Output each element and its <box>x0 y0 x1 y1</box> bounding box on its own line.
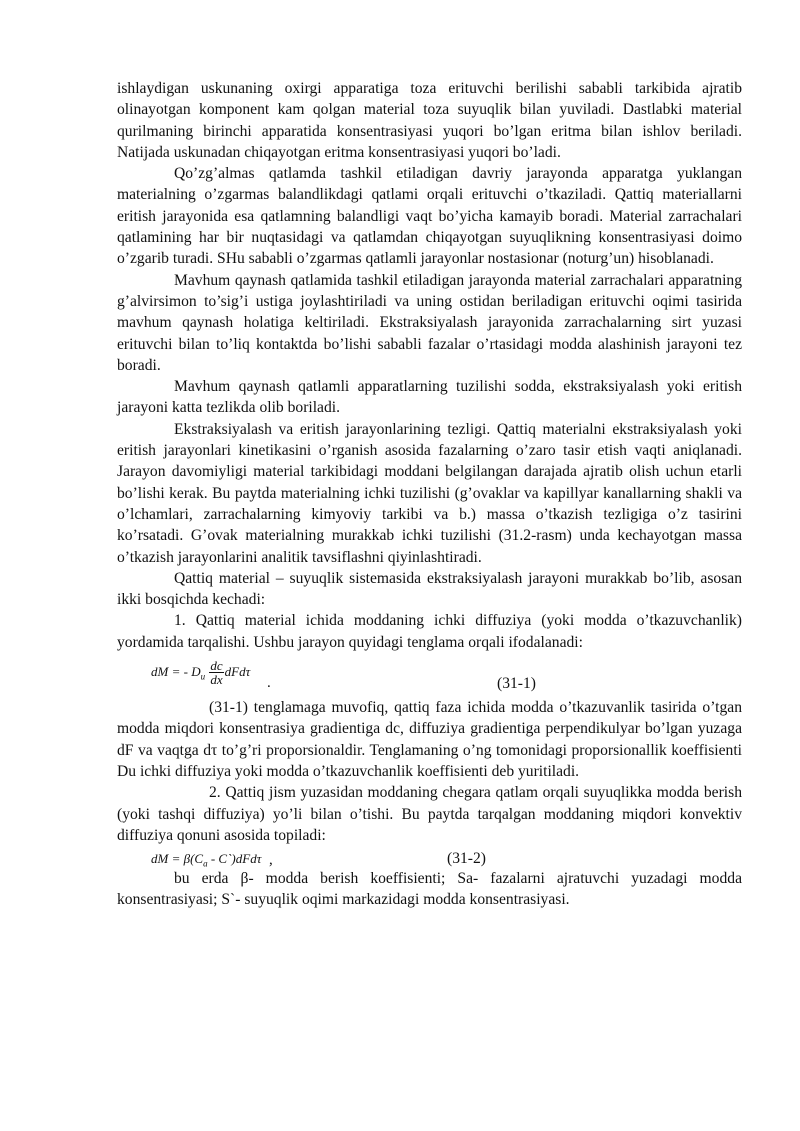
document-page <box>117 78 742 911</box>
fraction-denominator: dx <box>210 672 223 688</box>
equation-31-1 <box>117 653 742 697</box>
equation-term: = β(C <box>168 851 204 867</box>
equation-subscript: a <box>203 858 208 869</box>
equation-lhs: dM <box>151 664 169 679</box>
paragraph: bu erda β- modda berish koeffisienti; Sa- fazalarni ajratuvchi yuzadagi modda konsentrasiyasi; S`- suyuqlik oqimi markazidagi modda konsentrasiyasi. <box>117 870 742 909</box>
equation-term: = - D <box>168 664 201 679</box>
equation-punctuation: . <box>267 675 271 692</box>
equation-expression <box>151 848 261 875</box>
paragraph: Mavhum qaynash qatlamida tashkil etiladigan jarayonda material zarrachalari apparatning g’alvirsimon to’sig’i ustiga joylashtiriladi va uning ostidan beriladigan erituvchi oqimi tasirida mavhum qaynash holatiga keltiriladi. Ekstraksiyalash jarayonida zarrachalarning sirt yuzasi erituvchi bilan to’liq kontaktda bo’lishi sababli fazalar o’rtasidagi modda alashinish jarayoni tez boradi. <box>117 271 742 374</box>
paragraph: 2. Qattiq jism yuzasidan moddaning chegara qatlam orqali suyuqlikka modda berish (yoki tashqi diffuziya) yo’li bilan o’tishi. Bu paytda tarqalgan moddaning miqdori konvektiv diffuziya qonuni asosida topiladi: <box>117 784 742 844</box>
equation-31-2 <box>117 846 742 868</box>
paragraph: Qo’zg’almas qatlamda tashkil etiladigan davriy jarayonda apparatga yuklangan materialning o’zgarmas balandlikdagi qatlami orqali erituvchi o’tkaziladi. Qattiq materiallarni eritish jarayonida esa qatlamning balandligi vaqt bo’yicha kamayib boradi. Material zarrachalari qatlamining har bir nuqtasidagi va qatlamdan chiqayotgan suyuqlikning konsentrasiyasi doimo o’zgarib turadi. SHu sababli o’zgarmas qatlamli jarayonlar nostasionar (noturg’un) hisoblanadi. <box>117 165 742 268</box>
paragraph: Ekstraksiyalash va eritish jarayonlarining tezligi. Qattiq materialni ekstraksiyalash yoki eritish jarayonlari kinetikasini o’rganish asosida fazalarning o’zaro tasir etish vaqti aniqlanadi. Jarayon davomiyligi material tarkibidagi moddani belgilangan darajada ajratib olish uchun etarli bo’lishi kerak. Bu paytda materialning ichki tuzilishi (g’ovaklar va kapillyar kanallarning shakli va o’lchamlari, zarrachalarning kimyoviy tarkibi va b.) massa o’tkazish tezligiga o’z tasirini ko’rsatadi. G’ovak materialning murakkab ichki tuzilishi (31.2-rasm) unda kechayotgan massa o’tkazish jarayonlarini analitik tavsiflashni qiyinlashtiradi. <box>117 420 742 566</box>
equation-number: (31-2) <box>447 850 486 868</box>
paragraph: Qattiq material – suyuqlik sistemasida ekstraksiyalash jarayoni murakkab bo’lib, asosan ikki bosqichda kechadi: <box>117 569 742 609</box>
fraction-numerator: dc <box>210 658 223 674</box>
equation-subscript: u <box>200 671 206 682</box>
paragraph: Mavhum qaynash qatlamli apparatlarning tuzilishi sodda, ekstraksiyalash yoki eritish jarayoni katta tezlikda olib boriladi. <box>117 378 742 417</box>
equation-term: dFdτ <box>224 664 251 679</box>
paragraph: 1. Qattiq material ichida moddaning ichki diffuziya (yoki modda o’tkazuvchanlik) yordamida tarqalishi. Ushbu jarayon quyidagi tenglama orqali ifodalanadi: <box>117 612 742 651</box>
equation-number: (31-1) <box>497 675 536 693</box>
equation-lhs: dM <box>151 851 169 867</box>
equation-term: - C`)dFdτ <box>207 851 262 867</box>
paragraph: (31-1) tenglamaga muvofiq, qattiq faza ichida modda o’tkazuvanlik tasirida o’tgan modda miqdori konsentrasiya gradientiga dc, diffuziya gradientiga perpendikulyar bo’lgan yuzaga dF va vaqtga dτ to’g’ri proporsionaldir. Tenglamaning o’ng tomonidagi proporsionallik koeffisienti Du ichki diffuziya yoki modda o’tkazuvchanlik koeffisienti deb yuritiladi. <box>117 699 742 780</box>
equation-expression <box>151 659 250 688</box>
paragraph: ishlaydigan uskunaning oxirgi apparatiga toza erituvchi berilishi sababli tarkibida ajratib olinayotgan komponent kam qolgan material toza suyuqlik bilan yuviladi. Dastlabki material qurilmaning birinchi apparatida konsentrasiyasi yuqori bo’lgan eritma bilan ishlov beriladi. Natijada uskunadan chiqayotgan eritma konsentrasiyasi yuqori bo’ladi. <box>117 80 742 161</box>
equation-punctuation: , <box>269 852 273 869</box>
equation-fraction <box>209 659 223 687</box>
